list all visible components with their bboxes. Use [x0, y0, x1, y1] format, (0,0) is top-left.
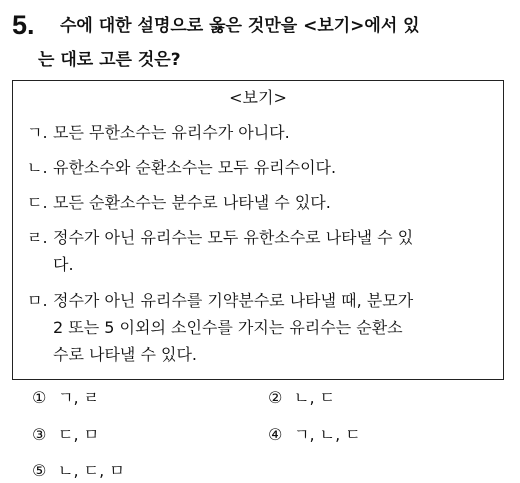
- statement-text-continued: 2 또는 5 이외의 소인수를 가지는 유리수는 순환소: [53, 318, 403, 337]
- statement-digeut: [27, 189, 497, 216]
- question-text-line-1: 수에 대한 설명으로 옳은 것만을 <보기>에서 있: [60, 16, 420, 36]
- choice-number: ⑤: [32, 461, 47, 480]
- choice-number: ③: [32, 425, 47, 444]
- choice-text: ㄴ, ㄷ, ㅁ: [58, 461, 125, 480]
- statement-text: 유한소수와 순환소수는 모두 유리수이다.: [53, 158, 337, 177]
- choice-number: ①: [32, 388, 47, 407]
- statement-marker: ㅁ.: [27, 291, 48, 310]
- choice-text: ㄱ, ㄴ, ㄷ: [294, 425, 361, 444]
- choice-3[interactable]: [32, 423, 99, 447]
- choice-1[interactable]: [32, 386, 99, 410]
- statement-marker: ㄹ.: [27, 228, 48, 247]
- statement-marker: ㄷ.: [27, 193, 48, 212]
- statement-giyeok: [27, 119, 497, 146]
- statement-mieum: [27, 287, 497, 368]
- statement-text: 정수가 아닌 유리수를 기약분수로 나타낼 때, 분모가: [53, 291, 414, 310]
- question-number: 5.: [12, 10, 35, 40]
- choice-text: ㄱ, ㄹ: [58, 388, 100, 407]
- statement-text-continued: 다.: [53, 255, 74, 274]
- choice-text: ㄴ, ㄷ: [294, 388, 336, 407]
- statement-nieun: [27, 154, 497, 181]
- choice-4[interactable]: [268, 423, 361, 447]
- statement-marker: ㄱ.: [27, 123, 48, 142]
- statement-rieul: [27, 224, 497, 278]
- bogi-title: <보기>: [229, 88, 287, 107]
- statement-text: 모든 무한소수는 유리수가 아니다.: [53, 123, 290, 142]
- choice-number: ②: [268, 388, 283, 407]
- statement-text: 모든 순환소수는 분수로 나타낼 수 있다.: [53, 193, 331, 212]
- statement-text-continued: 수로 나타낼 수 있다.: [53, 345, 197, 364]
- question-text-line-2: 는 대로 고른 것은?: [38, 50, 181, 70]
- bogi-box: [12, 80, 504, 380]
- choice-number: ④: [268, 425, 283, 444]
- choice-5[interactable]: [32, 459, 125, 483]
- choice-text: ㄷ, ㅁ: [58, 425, 100, 444]
- statement-marker: ㄴ.: [27, 158, 48, 177]
- statement-text: 정수가 아닌 유리수는 모두 유한소수로 나타낼 수 있: [53, 228, 414, 247]
- choice-2[interactable]: [268, 386, 335, 410]
